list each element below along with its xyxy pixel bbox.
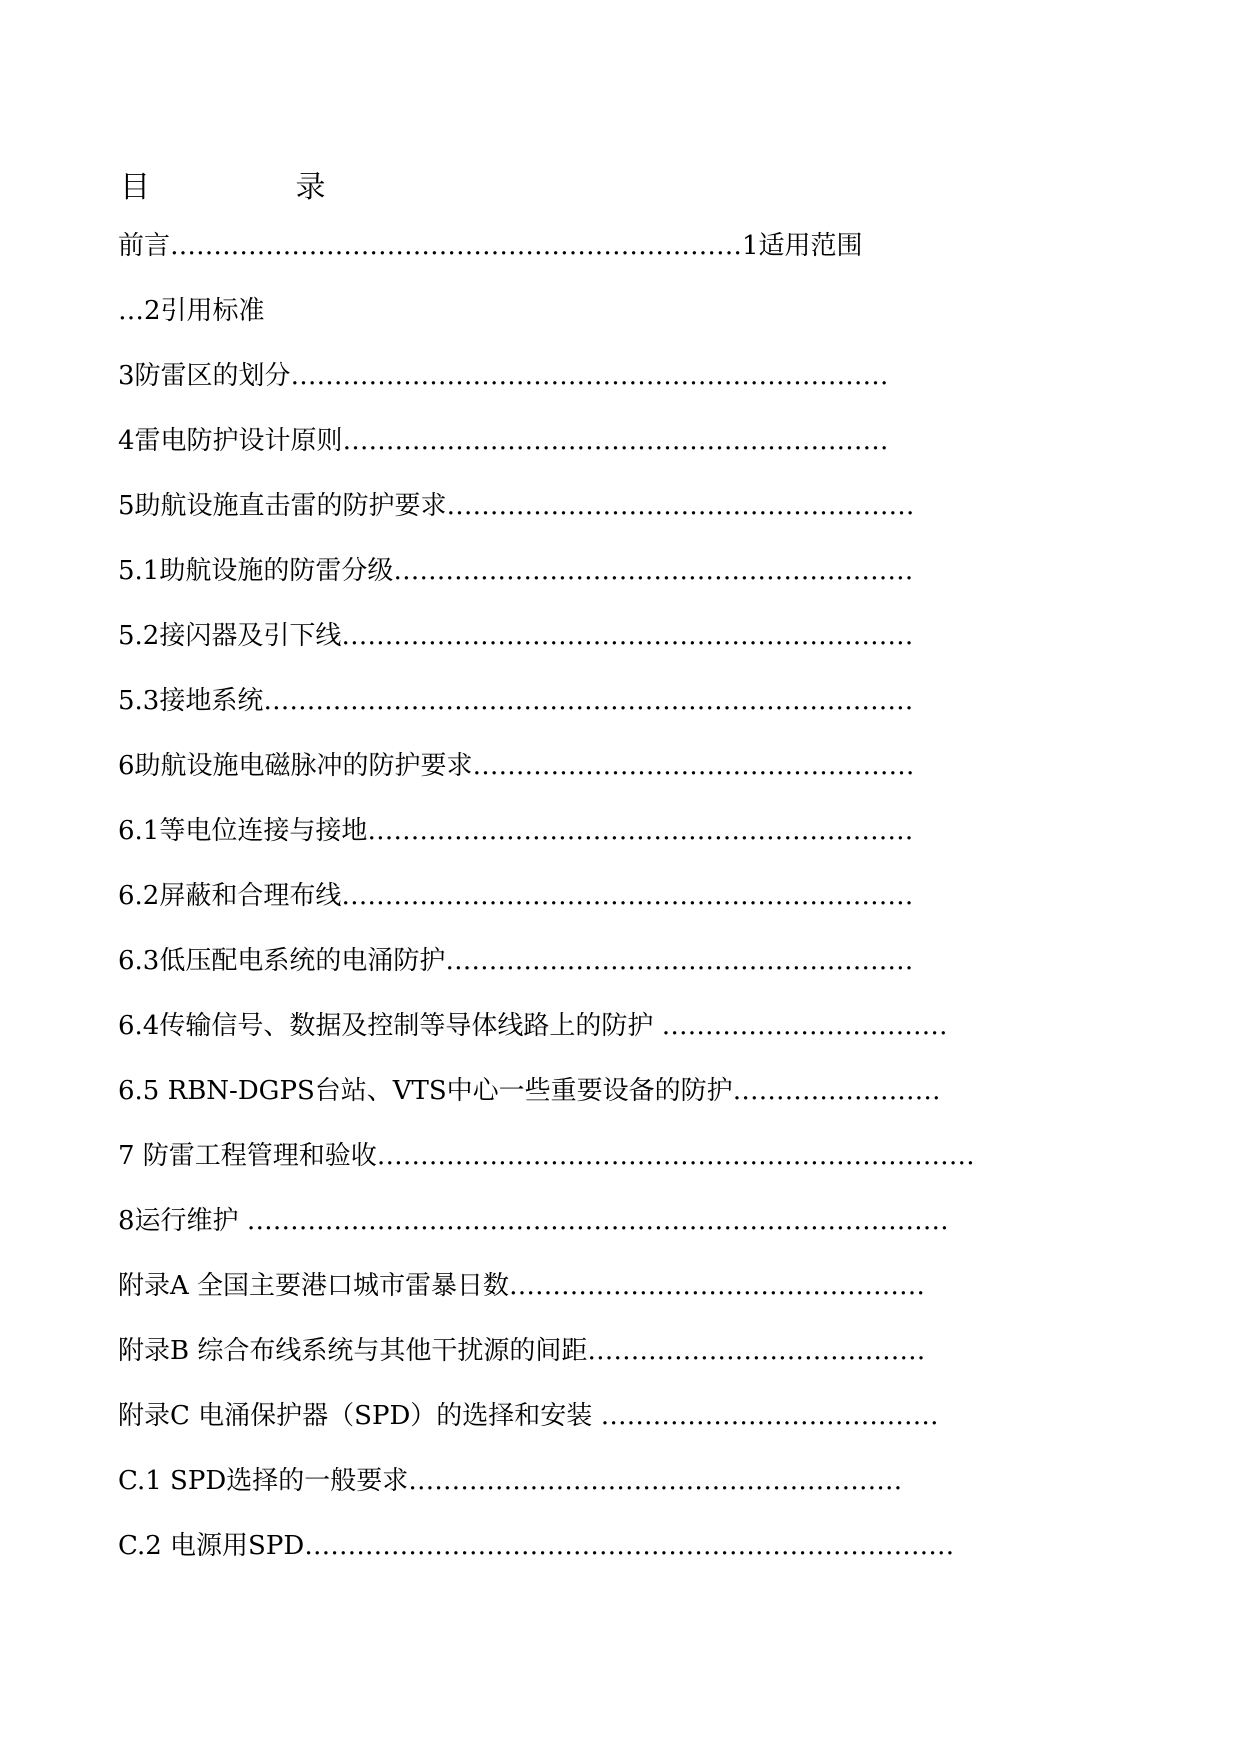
toc-entry: C.1 SPD选择的一般要求………………………………………………… (118, 1466, 903, 1496)
toc-entry: 6.1等电位连接与接地……………………………………………………… (118, 816, 914, 846)
toc-entry: 7 防雷工程管理和验收…………………………………………………………… (118, 1141, 975, 1171)
toc-entry: 6.2屏蔽和合理布线………………………………………………………… (118, 881, 914, 911)
toc-entry: 6.4传输信号、数据及控制等导体线路上的防护 …………………………… (118, 1011, 948, 1041)
toc-entry: …2引用标准 (118, 296, 265, 326)
toc-title: 目 录 (120, 170, 394, 205)
toc-entry: 8运行维护 ……………………………………………………………………… (118, 1206, 949, 1236)
toc-entry: 5.3接地系统………………………………………………………………… (118, 686, 914, 716)
toc-entry: 附录A 全国主要港口城市雷暴日数………………………………………… (118, 1271, 926, 1301)
toc-list (118, 224, 1018, 1589)
toc-entry: 5.1助航设施的防雷分级…………………………………………………… (118, 556, 914, 586)
toc-entry: 附录B 综合布线系统与其他干扰源的间距………………………………… (118, 1336, 926, 1366)
toc-entry: 5助航设施直击雷的防护要求……………………………………………… (118, 491, 915, 521)
toc-entry: 6.5 RBN-DGPS台站、VTS中心一些重要设备的防护…………………… (118, 1076, 941, 1106)
toc-entry: 6.3低压配电系统的电涌防护……………………………………………… (118, 946, 914, 976)
toc-entry: 5.2接闪器及引下线………………………………………………………… (118, 621, 914, 651)
toc-entry: 3防雷区的划分…………………………………………………………… (118, 361, 889, 391)
toc-entry: 前言…………………………………………………………1适用范围 (118, 231, 863, 261)
toc-entry: 4雷电防护设计原则……………………………………………………… (118, 426, 889, 456)
toc-entry: 6助航设施电磁脉冲的防护要求…………………………………………… (118, 751, 915, 781)
toc-entry: C.2 电源用SPD………………………………………………………………… (118, 1531, 955, 1561)
toc-entry: 附录C 电涌保护器（SPD）的选择和安装 ………………………………… (118, 1401, 939, 1431)
